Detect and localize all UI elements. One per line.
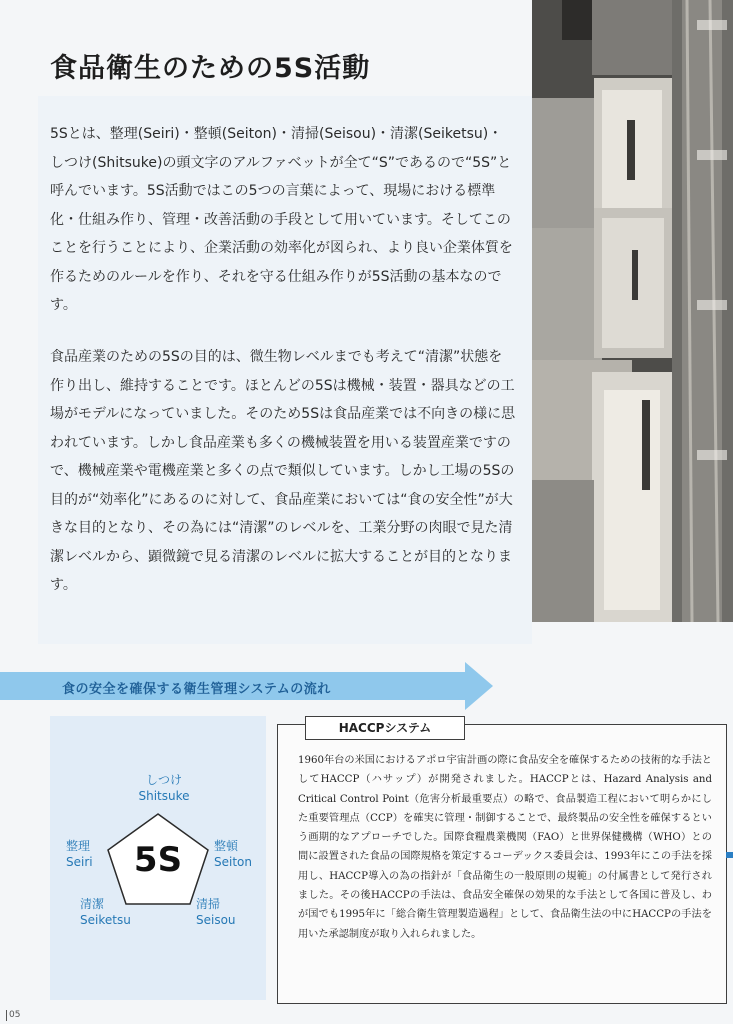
fives-center-label: 5S bbox=[133, 840, 183, 880]
haccp-heading: HACCPシステム bbox=[305, 716, 465, 740]
fives-item-jp: 整頓 bbox=[214, 839, 239, 853]
fives-item-shitsuke bbox=[124, 772, 204, 804]
fives-item-seiri bbox=[66, 838, 93, 870]
fives-item-seisou bbox=[196, 896, 236, 928]
flow-label: 食の安全を確保する衛生管理システムの流れ bbox=[62, 682, 331, 697]
fives-item-jp: 清潔 bbox=[80, 897, 105, 911]
edge-marker bbox=[726, 852, 733, 858]
factory-machinery-photo bbox=[532, 0, 733, 622]
flow-arrow-icon bbox=[465, 662, 493, 710]
fives-item-en: Seiketsu bbox=[80, 913, 131, 927]
fives-item-en: Shitsuke bbox=[138, 789, 190, 803]
fives-item-seiketsu bbox=[80, 896, 131, 928]
fives-item-jp: 清掃 bbox=[196, 897, 221, 911]
fives-item-en: Seiton bbox=[214, 855, 252, 869]
intro-paragraph: 5Sとは、整理(Seiri)・整頓(Seiton)・清掃(Seisou)・清潔(Seiketsu)・しつけ(Shitsuke)の頭文字のアルファベットが全て“S”であるので“5S”と呼んでいます。5S活動ではこの5つの言葉によって、現場における標準化・仕組み作り、管理・改善活動の手段として用いています。そしてこのことを行うことにより、企業活動の効率化が図られ、より良い企業体質を作るためのルールを作り、それを守る仕組み作りが5S活動の基本なのです。 bbox=[50, 126, 513, 313]
fives-item-jp: 整理 bbox=[66, 839, 91, 853]
haccp-body: 1960年台の米国におけるアポロ宇宙計画の際に食品安全を確保するための技術的な手法としてHACCP（ハサップ）が開発されました。HACCPとは、Hazard Analysis and Critical Control Point（危害分析最重要点）の略で、食品製造工程において明らかにした重要管理点（CCP）を確実に管理・制御することで、最終製品の安全性を確保するという画期的なアプローチでした。国際食糧農業機関（FAO）と世界保健機構（WHO）との間に設置された食品の国際規格を策定するコーデックス委員会は、1993年にこの手法を採用し、HACCP導入の為の指針が「食品衛生の一般原則の規範」の付属書として発行されました。その後HACCPの手法は、食品安全確保の効果的な手法として各国に普及し、わが国でも1995年に「総合衛生管理製造過程」として、食品衛生法の中にHACCPの手法を用いた承認制度が取り入れられました。 bbox=[298, 755, 712, 940]
purpose-paragraph: 食品産業のための5Sの目的は、微生物レベルまでも考えて“清潔”状態を作り出し、維持することです。ほとんどの5Sは機械・装置・器具などの工場がモデルになっていました。そのため5Sは食品産業では不向きの様に思われています。しかし食品産業も多くの機械装置を用いる装置産業ですので、機械産業や電機産業と多くの点で類似しています。しかし工場の5Sの目的が“効率化”にあるのに対して、食品産業においては“食の安全性”が大きな目的となり、その為には“清潔”のレベルを、工業分野の肉眼で見た清潔レベルから、顕微鏡で見る清潔のレベルに拡大することが目的となります。 bbox=[50, 349, 516, 593]
fives-item-seiton bbox=[214, 838, 252, 870]
page-title: 食品衛生のための5S活動 bbox=[50, 53, 371, 84]
fives-diagram bbox=[50, 716, 266, 1000]
fives-item-en: Seiri bbox=[66, 855, 93, 869]
page-number: 05 bbox=[6, 1010, 20, 1021]
fives-item-jp: しつけ bbox=[145, 773, 182, 787]
fives-item-en: Seisou bbox=[196, 913, 236, 927]
